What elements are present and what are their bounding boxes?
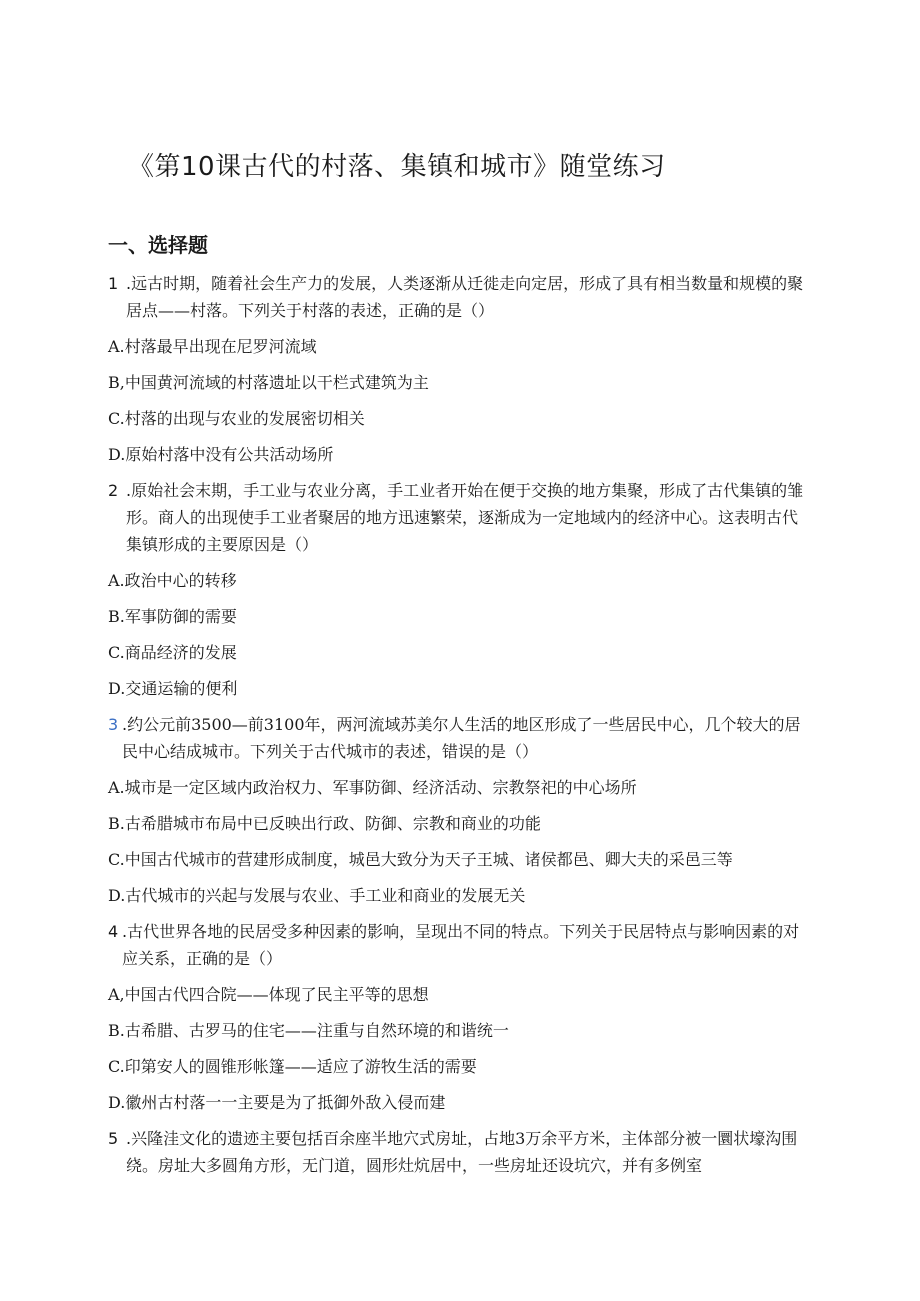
- question-number: 3: [108, 715, 119, 734]
- question-number: 5: [108, 1129, 119, 1148]
- option-d: D.原始村落中没有公共活动场所: [108, 445, 334, 464]
- option-d: D.古代城市的兴起与发展与农业、手工业和商业的发展无关: [108, 886, 526, 905]
- question-text: .原始社会末期，手工业与农业分离，手工业者开始在便于交换的地方集聚，形成了古代集镇的雏形。商人的出现使手工业者聚居的地方迅速繁荣，逐渐成为一定地域内的经济中心。这表明古代集镇形成的主要原因是（）: [126, 481, 804, 554]
- question-number: 4: [108, 922, 119, 941]
- question-text: .古代世界各地的民居受多种因素的影响，呈现出不同的特点。下列关于民居特点与影响因素的对应关系，正确的是（）: [122, 922, 800, 968]
- option-b: B.军事防御的需要: [108, 607, 237, 626]
- question-text: .远古时期，随着社会生产力的发展，人类逐渐从迁徙走向定居，形成了具有相当数量和规模的聚居点——村落。下列关于村落的表述，正确的是（）: [126, 274, 804, 320]
- question-stem: [108, 918, 808, 972]
- section-heading: 一、选择题: [108, 233, 208, 257]
- option-c: C.村落的出现与农业的发展密切相关: [108, 409, 365, 428]
- option-b: B.古希腊城市布局中已反映出行政、防御、宗教和商业的功能: [108, 814, 541, 833]
- option-a: A.政治中心的转移: [108, 571, 237, 590]
- question-list: [108, 270, 808, 1188]
- question-number: 2: [108, 481, 119, 500]
- question-number: 1: [108, 274, 119, 293]
- option-b: B.古希腊、古罗马的住宅——注重与自然环境的和谐统一: [108, 1021, 509, 1040]
- option-a: A.城市是一定区域内政治权力、军事防御、经济活动、宗教祭祀的中心场所: [108, 778, 637, 797]
- question-text: .兴隆洼文化的遗迹主要包括百余座半地穴式房址，占地3万余平方米，主体部分被一圜状壕沟围绕。房址大多圆角方形，无门道，圆形灶炕居中，一些房址还设坑穴，并有多例室: [126, 1129, 798, 1175]
- option-c: C.印第安人的圆锥形帐篷——适应了游牧生活的需要: [108, 1057, 477, 1076]
- question-4: [108, 918, 808, 1116]
- question-stem: [108, 711, 808, 765]
- question-text: .约公元前3500—前3100年，两河流域苏美尔人生活的地区形成了一些居民中心，几个较大的居民中心结成城市。下列关于古代城市的表述，错误的是（）: [122, 715, 801, 761]
- option-a: A.村落最早出现在尼罗河流域: [108, 337, 317, 356]
- question-stem: [108, 1125, 808, 1179]
- question-3: [108, 711, 808, 909]
- document-title: 《第10课古代的村落、集镇和城市》随堂练习: [128, 152, 666, 182]
- option-d: D.交通运输的便利: [108, 679, 238, 698]
- option-d: D.徽州古村落一一主要是为了抵御外敌入侵而建: [108, 1093, 446, 1112]
- option-c: C.商品经济的发展: [108, 643, 237, 662]
- question-5: [108, 1125, 808, 1179]
- option-c: C.中国古代城市的营建形成制度，城邑大致分为天子王城、诸侯都邑、卿大夫的采邑三等: [108, 850, 733, 869]
- question-1: [108, 270, 808, 468]
- question-stem: [108, 270, 808, 324]
- question-stem: [108, 477, 808, 558]
- option-a: A,中国古代四合院——体现了民主平等的思想: [108, 985, 429, 1004]
- question-2: [108, 477, 808, 702]
- option-b: B,中国黄河流域的村落遗址以干栏式建筑为主: [108, 373, 429, 392]
